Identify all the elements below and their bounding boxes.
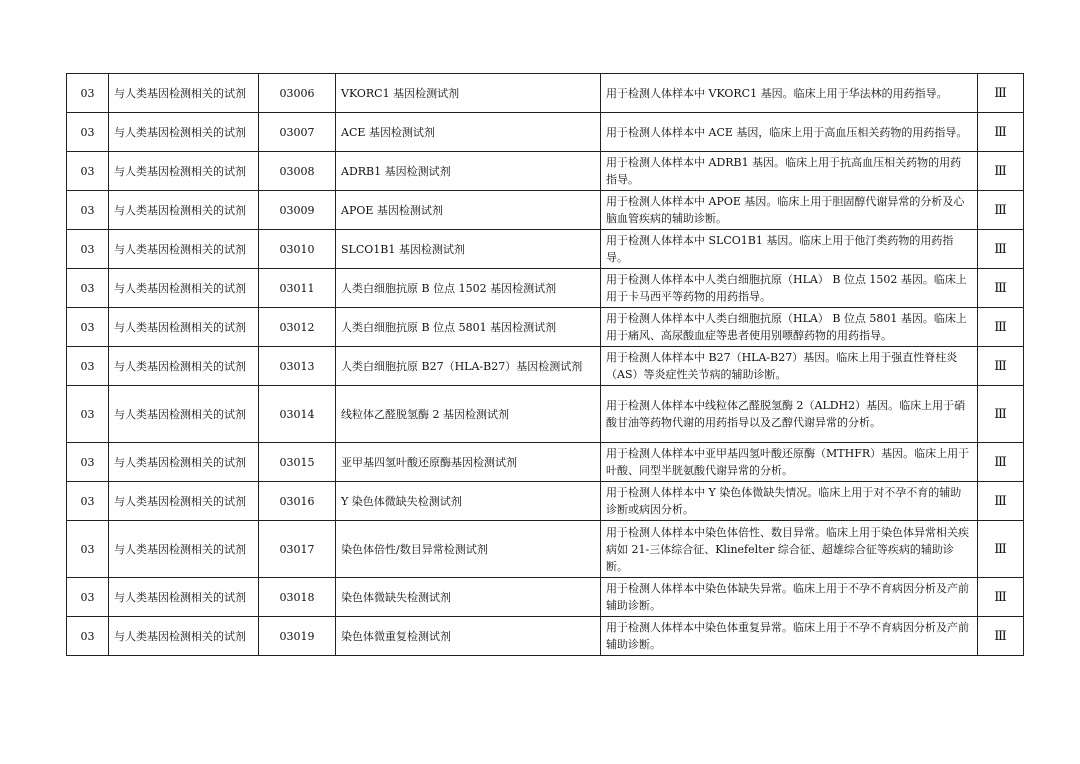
category-name-cell: 与人类基因检测相关的试剂 bbox=[109, 269, 259, 308]
product-name-cell: 亚甲基四氢叶酸还原酶基因检测试剂 bbox=[336, 443, 601, 482]
product-code-cell: 03013 bbox=[259, 347, 336, 386]
intended-use-cell: 用于检测人体样本中 ACE 基因，临床上用于高血压相关药物的用药指导。 bbox=[601, 113, 978, 152]
product-name-cell: 人类白细胞抗原 B 位点 1502 基因检测试剂 bbox=[336, 269, 601, 308]
category-name-cell: 与人类基因检测相关的试剂 bbox=[109, 482, 259, 521]
table-row bbox=[67, 113, 1024, 152]
category-code-cell: 03 bbox=[67, 347, 109, 386]
category-code-cell: 03 bbox=[67, 74, 109, 113]
management-class-cell: Ⅲ bbox=[978, 74, 1024, 113]
category-name-cell: 与人类基因检测相关的试剂 bbox=[109, 308, 259, 347]
management-class-cell: Ⅲ bbox=[978, 191, 1024, 230]
management-class-cell: Ⅲ bbox=[978, 443, 1024, 482]
intended-use-cell: 用于检测人体样本中 SLCO1B1 基因。临床上用于他汀类药物的用药指导。 bbox=[601, 230, 978, 269]
category-name-cell: 与人类基因检测相关的试剂 bbox=[109, 191, 259, 230]
product-name-cell: 人类白细胞抗原 B27（HLA-B27）基因检测试剂 bbox=[336, 347, 601, 386]
product-code-cell: 03019 bbox=[259, 617, 336, 656]
product-code-cell: 03014 bbox=[259, 386, 336, 443]
category-name-cell: 与人类基因检测相关的试剂 bbox=[109, 521, 259, 578]
table-row bbox=[67, 308, 1024, 347]
table-row bbox=[67, 443, 1024, 482]
category-name-cell: 与人类基因检测相关的试剂 bbox=[109, 617, 259, 656]
product-code-cell: 03012 bbox=[259, 308, 336, 347]
intended-use-cell: 用于检测人体样本中亚甲基四氢叶酸还原酶（MTHFR）基因。临床上用于叶酸、同型半胱氨酸代谢异常的分析。 bbox=[601, 443, 978, 482]
product-name-cell: VKORC1 基因检测试剂 bbox=[336, 74, 601, 113]
table-row bbox=[67, 386, 1024, 443]
intended-use-cell: 用于检测人体样本中线粒体乙醛脱氢酶 2（ALDH2）基因。临床上用于硝酸甘油等药物代谢的用药指导以及乙醇代谢异常的分析。 bbox=[601, 386, 978, 443]
management-class-cell: Ⅲ bbox=[978, 521, 1024, 578]
category-code-cell: 03 bbox=[67, 269, 109, 308]
table-body bbox=[67, 74, 1024, 656]
intended-use-cell: 用于检测人体样本中 ADRB1 基因。临床上用于抗高血压相关药物的用药指导。 bbox=[601, 152, 978, 191]
intended-use-cell: 用于检测人体样本中人类白细胞抗原（HLA） B 位点 5801 基因。临床上用于痛风、高尿酸血症等患者使用别嘌醇药物的用药指导。 bbox=[601, 308, 978, 347]
intended-use-cell: 用于检测人体样本中染色体重复异常。临床上用于不孕不育病因分析及产前辅助诊断。 bbox=[601, 617, 978, 656]
management-class-cell: Ⅲ bbox=[978, 308, 1024, 347]
management-class-cell: Ⅲ bbox=[978, 386, 1024, 443]
intended-use-cell: 用于检测人体样本中 B27（HLA-B27）基因。临床上用于强直性脊柱炎（AS）等炎症性关节病的辅助诊断。 bbox=[601, 347, 978, 386]
intended-use-cell: 用于检测人体样本中 VKORC1 基因。临床上用于华法林的用药指导。 bbox=[601, 74, 978, 113]
table-row bbox=[67, 617, 1024, 656]
management-class-cell: Ⅲ bbox=[978, 230, 1024, 269]
product-code-cell: 03009 bbox=[259, 191, 336, 230]
category-name-cell: 与人类基因检测相关的试剂 bbox=[109, 230, 259, 269]
category-code-cell: 03 bbox=[67, 578, 109, 617]
product-code-cell: 03016 bbox=[259, 482, 336, 521]
category-name-cell: 与人类基因检测相关的试剂 bbox=[109, 113, 259, 152]
product-name-cell: APOE 基因检测试剂 bbox=[336, 191, 601, 230]
product-code-cell: 03007 bbox=[259, 113, 336, 152]
table-row bbox=[67, 74, 1024, 113]
product-name-cell: ADRB1 基因检测试剂 bbox=[336, 152, 601, 191]
product-code-cell: 03018 bbox=[259, 578, 336, 617]
category-code-cell: 03 bbox=[67, 617, 109, 656]
intended-use-cell: 用于检测人体样本中染色体倍性、数目异常。临床上用于染色体异常相关疾病如 21-三体综合征、Klinefelter 综合征、超雄综合征等疾病的辅助诊断。 bbox=[601, 521, 978, 578]
product-code-cell: 03010 bbox=[259, 230, 336, 269]
intended-use-cell: 用于检测人体样本中 APOE 基因。临床上用于胆固醇代谢异常的分析及心脑血管疾病的辅助诊断。 bbox=[601, 191, 978, 230]
category-name-cell: 与人类基因检测相关的试剂 bbox=[109, 347, 259, 386]
intended-use-cell: 用于检测人体样本中染色体缺失异常。临床上用于不孕不育病因分析及产前辅助诊断。 bbox=[601, 578, 978, 617]
product-name-cell: Y 染色体微缺失检测试剂 bbox=[336, 482, 601, 521]
intended-use-cell: 用于检测人体样本中 Y 染色体微缺失情况。临床上用于对不孕不育的辅助诊断或病因分析。 bbox=[601, 482, 978, 521]
product-name-cell: 染色体倍性/数目异常检测试剂 bbox=[336, 521, 601, 578]
table-row bbox=[67, 152, 1024, 191]
product-code-cell: 03006 bbox=[259, 74, 336, 113]
table-row bbox=[67, 521, 1024, 578]
product-name-cell: 染色体微重复检测试剂 bbox=[336, 617, 601, 656]
category-code-cell: 03 bbox=[67, 386, 109, 443]
product-code-cell: 03011 bbox=[259, 269, 336, 308]
product-name-cell: ACE 基因检测试剂 bbox=[336, 113, 601, 152]
management-class-cell: Ⅲ bbox=[978, 347, 1024, 386]
management-class-cell: Ⅲ bbox=[978, 578, 1024, 617]
table-row bbox=[67, 578, 1024, 617]
management-class-cell: Ⅲ bbox=[978, 152, 1024, 191]
table-row bbox=[67, 191, 1024, 230]
management-class-cell: Ⅲ bbox=[978, 269, 1024, 308]
product-code-cell: 03008 bbox=[259, 152, 336, 191]
product-code-cell: 03015 bbox=[259, 443, 336, 482]
category-code-cell: 03 bbox=[67, 191, 109, 230]
management-class-cell: Ⅲ bbox=[978, 482, 1024, 521]
category-code-cell: 03 bbox=[67, 482, 109, 521]
product-name-cell: 染色体微缺失检测试剂 bbox=[336, 578, 601, 617]
product-name-cell: SLCO1B1 基因检测试剂 bbox=[336, 230, 601, 269]
product-name-cell: 线粒体乙醛脱氢酶 2 基因检测试剂 bbox=[336, 386, 601, 443]
category-code-cell: 03 bbox=[67, 308, 109, 347]
management-class-cell: Ⅲ bbox=[978, 113, 1024, 152]
category-name-cell: 与人类基因检测相关的试剂 bbox=[109, 386, 259, 443]
intended-use-cell: 用于检测人体样本中人类白细胞抗原（HLA） B 位点 1502 基因。临床上用于卡马西平等药物的用药指导。 bbox=[601, 269, 978, 308]
management-class-cell: Ⅲ bbox=[978, 617, 1024, 656]
category-code-cell: 03 bbox=[67, 230, 109, 269]
category-code-cell: 03 bbox=[67, 521, 109, 578]
table-row bbox=[67, 347, 1024, 386]
product-code-cell: 03017 bbox=[259, 521, 336, 578]
category-code-cell: 03 bbox=[67, 443, 109, 482]
table-row bbox=[67, 269, 1024, 308]
category-name-cell: 与人类基因检测相关的试剂 bbox=[109, 443, 259, 482]
category-code-cell: 03 bbox=[67, 113, 109, 152]
category-name-cell: 与人类基因检测相关的试剂 bbox=[109, 578, 259, 617]
category-name-cell: 与人类基因检测相关的试剂 bbox=[109, 74, 259, 113]
product-name-cell: 人类白细胞抗原 B 位点 5801 基因检测试剂 bbox=[336, 308, 601, 347]
table-row bbox=[67, 482, 1024, 521]
reagent-classification-table bbox=[66, 73, 1024, 656]
category-name-cell: 与人类基因检测相关的试剂 bbox=[109, 152, 259, 191]
category-code-cell: 03 bbox=[67, 152, 109, 191]
table-row bbox=[67, 230, 1024, 269]
